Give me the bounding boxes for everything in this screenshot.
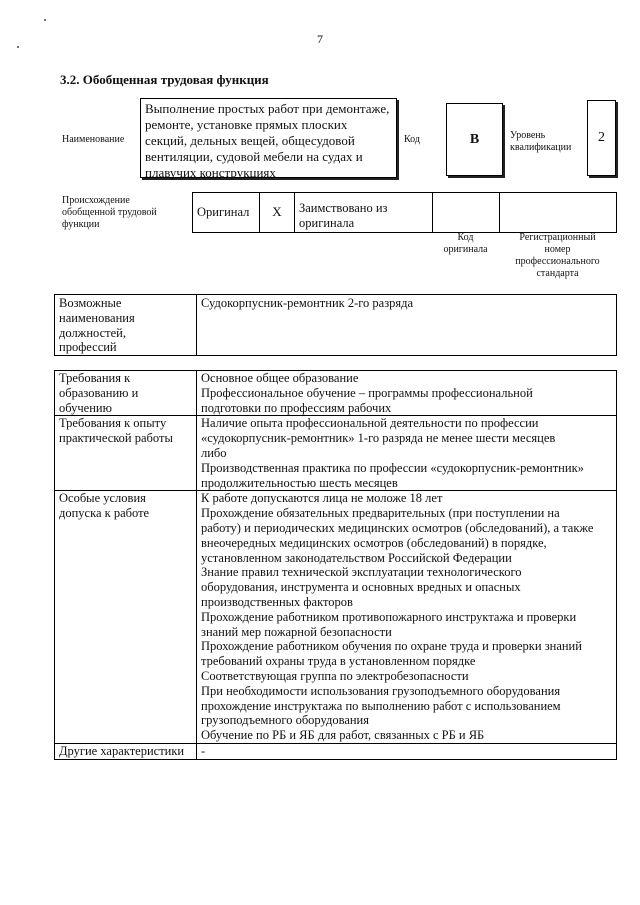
level-value: 2	[587, 100, 616, 176]
reg-number-cell	[500, 193, 617, 233]
education-label: Требования к образованию и обучению	[55, 371, 197, 416]
reg-number-caption: Регистрационный номер профессионального стандарта	[515, 232, 600, 279]
origin-table	[192, 192, 617, 233]
section-title: 3.2. Обобщенная трудовая функция	[60, 72, 269, 87]
positions-value: Судокорпусник-ремонтник 2-го разряда	[197, 295, 617, 356]
level-label: Уровень квалификации	[510, 130, 572, 153]
positions-table	[54, 294, 617, 356]
experience-value: Наличие опыта профессиональной деятельности по профессии «судокорпусник-ремонтник» 1-го разряда не менее шести месяцев либо Производственная практика по профессии «судокорпусник-ремонтник» продолжительностью шесть месяцев	[197, 416, 617, 491]
experience-label: Требования к опыту практической работы	[55, 416, 197, 491]
code-value: В	[446, 103, 503, 176]
page-number: 7	[317, 32, 323, 46]
requirements-table	[54, 370, 617, 760]
table-row	[55, 491, 617, 744]
function-name-line: секций, дельных вещей, общесудовой	[145, 133, 355, 148]
special-conditions-value: К работе допускаются лица не моложе 18 лет Прохождение обязательных предварительных (при поступлении на работу) и периодических медицинских осмотров (обследований), а также внеочередных медицинских осмотров (обследований) в порядке, установленном законодательством Российской Федерации Знание правил технической эксплуатации технологического оборудования, инструмента и основных вредных и опасных производственных факторов Прохождение работником противопожарного инструктажа и проверки знаний мер пожарной безопасности Прохождение работником обучения по охране труда и проверки знаний требований охраны труда в установленном порядке Соответствующая группа по электробезопасности При необходимости использования грузоподъемного оборудования прохождение инструктажа по выполнению работ с использованием грузоподъемного оборудования Обучение по РБ и ЯБ для работ, связанных с РБ и ЯБ	[197, 491, 617, 744]
function-name-line: ремонте, установке прямых плоских	[145, 117, 348, 132]
table-row	[55, 416, 617, 491]
code-original-cell	[433, 193, 500, 233]
table-row	[55, 743, 617, 759]
code-label: Код	[404, 134, 420, 145]
other-characteristics-value: -	[197, 743, 617, 759]
scan-speck	[44, 19, 46, 21]
borrowed-cell: Заимствовано из оригинала	[295, 193, 433, 233]
function-name-box	[140, 98, 397, 178]
function-name-line: Выполнение простых работ при демонтаже,	[145, 101, 390, 116]
education-value: Основное общее образование Профессиональное обучение – программы профессиональной подготовки по профессиям рабочих	[197, 371, 617, 416]
function-name-line: вентиляции, судовой мебели на судах и	[145, 149, 363, 164]
original-mark: X	[260, 193, 295, 233]
code-original-caption: Код оригинала	[443, 232, 488, 255]
other-characteristics-label: Другие характеристики	[55, 743, 197, 759]
table-row	[55, 371, 617, 416]
original-cell: Оригинал	[193, 193, 260, 233]
name-label: Наименование	[62, 134, 125, 145]
origin-label: Происхождение обобщенной трудовой функции	[62, 195, 157, 230]
function-name-line: плавучих конструкциях	[145, 165, 276, 180]
special-conditions-label: Особые условия допуска к работе	[55, 491, 197, 744]
positions-label: Возможные наименования должностей, профессий	[55, 295, 197, 356]
